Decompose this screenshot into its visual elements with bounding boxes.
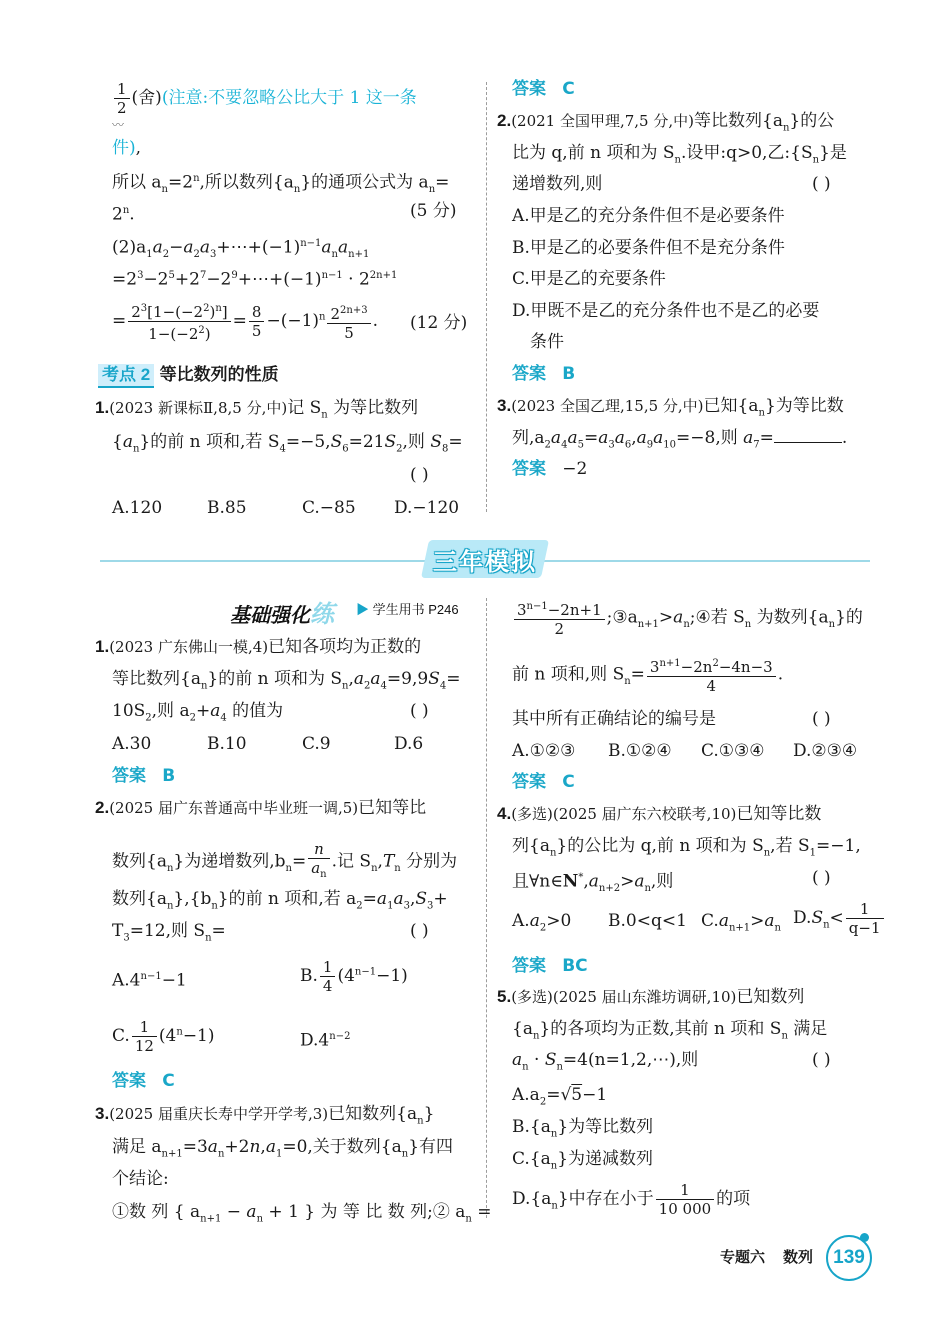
lt-line-2: 件),	[112, 138, 142, 158]
page-number: 139	[826, 1235, 872, 1281]
rb-line-1: $\frac{3^{n-1}-2n+1}{2}$ $;③a_{n+1}>a_n;④$若 $S_n$ 为数列$\{a_n\}$的	[512, 598, 863, 638]
rb-q4-optB: B.0<q<1	[608, 911, 687, 931]
lb-q1-optB: B.10	[207, 734, 247, 754]
kaodian-2	[98, 364, 279, 388]
lb-q1-line-1: 1.(2023 广东佛山一模,4)已知各项均为正数的	[95, 637, 422, 657]
rb-q4-paren: ( )	[812, 868, 831, 888]
rb-q5-line-1: 5.(多选)(2025 届山东潍坊调研,10)已知数列	[497, 987, 805, 1007]
lb-q1-paren: ( )	[410, 701, 429, 721]
lb-answer-2: 答案 C	[112, 1071, 175, 1091]
section-divider-right	[540, 560, 870, 562]
lb-q1-optD: D.6	[394, 734, 424, 754]
lb-q2-line-4: $T_3=12$,则 $S_n=$	[112, 921, 226, 944]
lb-q2-line-1: 2.(2025 届广东普通高中毕业班一调,5)已知等比	[95, 798, 427, 818]
rb-q4-optC: $C.a_{n+1}>a_n$	[701, 911, 781, 934]
rb-optD: D.②③④	[793, 741, 858, 761]
rb-q4-optA: $A.a_2>0$	[512, 911, 572, 934]
rb-q4-line-2: 列$\{a_n\}$的公比为 q,前 n 项和为 $S_n$,若 $S_1=-1$,	[512, 836, 861, 859]
rt-answer-3: 答案 −2	[512, 459, 588, 479]
rt-q2-line-2: 比为 q,前 n 项和为 $S_n$.设甲:q>0,乙$:\{S_n\}$是	[512, 143, 847, 166]
rb-q4-line-1: 4.(多选)(2025 届广东六校联考,10)已知等比数	[497, 804, 822, 824]
lb-q3-line-3: 个结论:	[112, 1169, 169, 1189]
lt-q1-optD: D.−120	[394, 498, 460, 518]
footer-chapter: 数列	[783, 1248, 814, 1266]
lb-answer-1: 答案 B	[112, 766, 176, 786]
rt-q2-line-3: 递增数列,则	[512, 174, 603, 194]
lt-q1-line-1: 1.(2023 新课标Ⅱ,8,5 分,中)记 $S_n$ 为等比数列	[95, 398, 419, 421]
rt-q2-optD: D.甲既不是乙的充分条件也不是乙的必要	[512, 301, 820, 321]
lb-q1-optC: C.9	[302, 734, 331, 754]
section-divider-left	[100, 560, 430, 562]
rt-q2-line-1: 2.(2021 全国甲理,7,5 分,中)等比数列$\{a_n\}$的公	[497, 111, 835, 134]
rt-q3-line-2: 列$,a_2a_4a_5=a_3a_6,a_9a_{10}=-8$,则 $a_7=$ .	[512, 428, 848, 451]
rb-line-2: 前 n 项和,则 $S_n=$ $\frac{3^{n+1}-2n^2-4n-3}{4}$ .	[512, 655, 783, 695]
footer-topic: 专题六	[720, 1248, 766, 1266]
section-title: 基础强化练	[230, 600, 334, 628]
rt-answer-1: 答案 C	[512, 79, 575, 99]
rt-q3-line-1: 3.(2023 全国乙理,15,5 分,中)已知$\{a_n\}$为等比数	[497, 396, 844, 419]
rb-q5-line-2: $\{a_n\}$的各项均为正数,其前 n 项和 $S_n$ 满足	[512, 1019, 828, 1042]
student-book-ref: ▶ 学生用书 P246	[356, 602, 459, 617]
rb-q5-optD: $D.\{a_n\}$中存在小于 $\frac{1}{10 000}$ 的项	[512, 1181, 751, 1218]
lb-q3-line-2: 满足 $a_{n+1}=3a_n+2n,a_1=0$,关于数列$\{a_n\}$有四	[112, 1137, 454, 1160]
lt-q1-optC: C.−85	[302, 498, 356, 518]
lb-q1-optA: A.30	[112, 734, 152, 754]
banner-title: 三年模拟	[433, 548, 537, 576]
lb-q2-optB: B. $\frac{1}{4}$ $(4^{n-1}-1)$	[300, 958, 408, 995]
lb-q2-paren: ( )	[410, 921, 429, 941]
lt-line-7: = $\frac{2^3[1-(-2^2)^n]}{1-(-2^2)}$ = $\frac{8}{5}$ $-(-1)^n$ $\frac{2^{2n+3}}{5}$ .	[112, 300, 378, 343]
kaodian-badge: 考点 2	[98, 364, 154, 388]
rb-optA: A.①②③	[512, 741, 576, 761]
rb-q5-line-3: $a_n$ · $S_n=4(n=1,2,\cdots)$,则	[512, 1050, 699, 1073]
rb-answer-3: 答案 C	[512, 772, 575, 792]
rb-optC: C.①③④	[701, 741, 765, 761]
rt-q2-optC: C.甲是乙的充要条件	[512, 269, 666, 289]
rt-q2-paren: ( )	[812, 174, 831, 194]
rb-line-3: 其中所有正确结论的编号是	[512, 709, 716, 729]
page-dot-decoration	[860, 1233, 869, 1242]
rb-q5-optC: $C.\{a_n\}$为递减数列	[512, 1149, 654, 1172]
lt-line-4: 2$^n$.	[112, 204, 135, 225]
lt-line-5: $(2)a_1a_2-a_2a_3+\cdots+(-1)^{n-1}a_na_{n+1}$	[112, 237, 370, 261]
rb-q4-optD: $D.S_n<$ $\frac{1}{q-1}$	[793, 900, 886, 937]
lt-q1-optA: A.120	[112, 498, 163, 518]
rt-q2-optB: B.甲是乙的必要条件但不是充分条件	[512, 238, 785, 258]
lt-line-6: $=2^3-2^5+2^7-2^9+\cdots+(-1)^{n-1} \cdot 2^{2n+1}$	[112, 269, 398, 290]
lt-line-1: $\frac{1}{2}$ (舍)(注意:不要忽略公比大于 1 这一条	[112, 80, 417, 117]
lb-q2-line-2: 数列$\{a_n\}$为递增数列$,b_n=$ $\frac{n}{a_n}$ .记 $S_n,T_n$ 分别为	[112, 840, 458, 880]
lt-score-5: (5 分)	[410, 201, 457, 221]
lt-line-wave: 〰	[112, 118, 125, 132]
lb-q2-optD: $D.4^{n-2}$	[300, 1030, 351, 1051]
rt-answer-2: 答案 B	[512, 364, 576, 384]
rb-paren-3: ( )	[812, 709, 831, 729]
column-divider-bottom	[486, 598, 487, 1218]
lt-q1-line-2: $\{a_n\}$的前 n 项和,若 $S_4=-5,S_6=21S_2$,则 $S_8=$	[112, 432, 463, 455]
lb-q2-optC: C. $\frac{1}{12}$ $(4^n-1)$	[112, 1018, 215, 1055]
lt-score-12: (12 分)	[410, 313, 468, 333]
rb-answer-4: 答案 BC	[512, 956, 588, 976]
lb-q1-line-3: $10S_2$,则 $a_2+a_4$ 的值为	[112, 701, 284, 724]
lb-q3-line-4: ①数 列 { $a_{n+1} - a_n + 1$ } 为 等 比 数 列;② $a_n$ =	[112, 1202, 492, 1225]
rb-q5-optA: $A.a_2=√5-1$	[512, 1085, 608, 1108]
kaodian-title: 等比数列的性质	[159, 365, 279, 384]
rb-q5-paren: ( )	[812, 1050, 831, 1070]
lb-q2-line-3: 数列$\{a_n\},\{b_n\}$的前 n 项和,若 $a_2=a_1a_3,S_3+$	[112, 889, 448, 912]
column-divider-top	[486, 82, 487, 512]
rb-optB: B.①②④	[608, 741, 672, 761]
lt-line-3: 所以 $a_n=2^n$,所以数列$\{a_n\}$的通项公式为 $a_n=$	[112, 172, 450, 196]
lt-q1-paren: ( )	[410, 465, 429, 485]
rb-q5-optB: $B.\{a_n\}$为等比数列	[512, 1117, 654, 1140]
rt-q2-optA: A.甲是乙的充分条件但不是必要条件	[512, 206, 785, 226]
rt-q2-optD-cont: 条件	[530, 332, 564, 352]
lb-q3-line-1: 3.(2025 届重庆长寿中学开学考,3)已知数列$\{a_n\}$	[95, 1104, 435, 1127]
lb-q2-optA: $A.4^{n-1}-1$	[112, 970, 187, 991]
lb-q1-line-2: 等比数列$\{a_n\}$的前 n 项和为 $S_n,a_2a_4=9,9S_4=$	[112, 669, 461, 692]
lt-q1-optB: B.85	[207, 498, 247, 518]
rb-q4-line-3: 且$\forall n\in N^*,a_{n+2}>a_n$,则	[512, 871, 674, 895]
